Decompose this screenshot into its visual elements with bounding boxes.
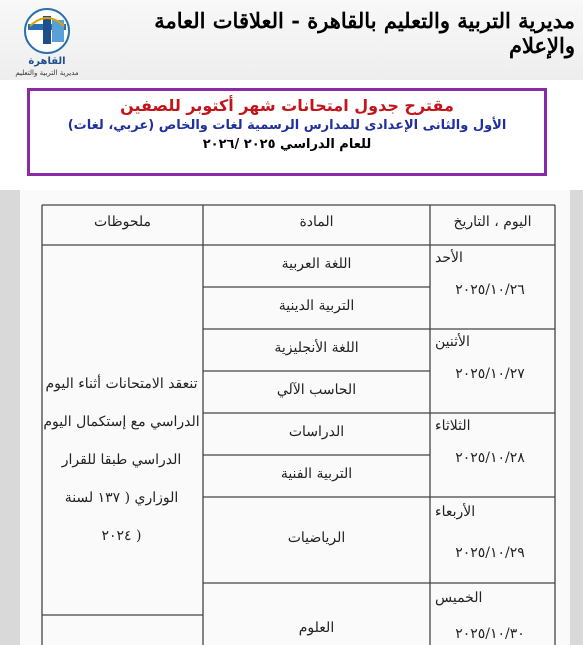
notice-title: مقترح جدول امتحانات شهر أكتوبر للصفين — [120, 96, 454, 115]
subject-english: اللغة الأنجليزية — [274, 340, 359, 356]
subject-art: التربية الفنية — [280, 466, 353, 482]
row-day-thursday: الخميس — [435, 590, 483, 606]
notes-line: الدراسي طبقا للقرار — [61, 452, 182, 468]
subject-social-studies: الدراسات — [288, 424, 345, 440]
subject-arabic: اللغة العربية — [281, 256, 352, 272]
header-date-day: اليوم ، التاريخ — [453, 214, 532, 230]
subject-math: الرياضيات — [287, 530, 346, 546]
row-date-tuesday: ٢٠٢٥/١٠/٢٨ — [455, 450, 525, 466]
subject-religion: التربية الدينية — [278, 298, 355, 314]
logo-subcaption: مديرية التربية والتعليم — [15, 69, 79, 77]
notes-line: الدراسي مع إستكمال اليوم — [43, 414, 200, 430]
row-date-thursday: ٢٠٢٥/١٠/٣٠ — [455, 626, 525, 642]
page-title: مديرية التربية والتعليم بالقاهرة - العلاقات العامة والإعلام — [154, 8, 575, 58]
logo-caption: القاهرة — [28, 56, 66, 67]
row-date-monday: ٢٠٢٥/١٠/٢٧ — [455, 366, 525, 382]
notice-box — [27, 88, 547, 176]
exam-schedule-table — [20, 190, 570, 645]
header-subject: المادة — [299, 214, 334, 230]
notes-line: الوزاري ( ١٣٧ لسنة — [64, 490, 179, 506]
row-day-monday: الأثنين — [435, 334, 470, 350]
subject-computer: الحاسب الآلي — [276, 382, 357, 398]
row-day-sunday: الأحد — [435, 250, 463, 266]
notes-line: تنعقد الامتحانات أثناء اليوم — [45, 376, 198, 392]
row-date-wednesday: ٢٠٢٥/١٠/٢٩ — [455, 545, 525, 561]
header-notes: ملحوظات — [94, 214, 151, 230]
row-day-tuesday: الثلاثاء — [435, 418, 471, 434]
notice-subtitle: الأول والثانى الإعدادى للمدارس الرسمية لغات والخاص (عربي، لغات) — [67, 118, 507, 133]
notes-cell — [34, 365, 209, 555]
row-day-wednesday: الأربعاء — [435, 504, 476, 520]
notes-line: ( ٢٠٢٤ — [101, 528, 142, 544]
directorate-logo — [6, 4, 88, 76]
notice-year: للعام الدراسي ٢٠٢٥ /٢٠٢٦ — [202, 137, 372, 152]
subject-science: العلوم — [298, 620, 335, 636]
row-date-sunday: ٢٠٢٥/١٠/٢٦ — [455, 282, 525, 298]
logo-emblem-icon — [6, 4, 88, 56]
